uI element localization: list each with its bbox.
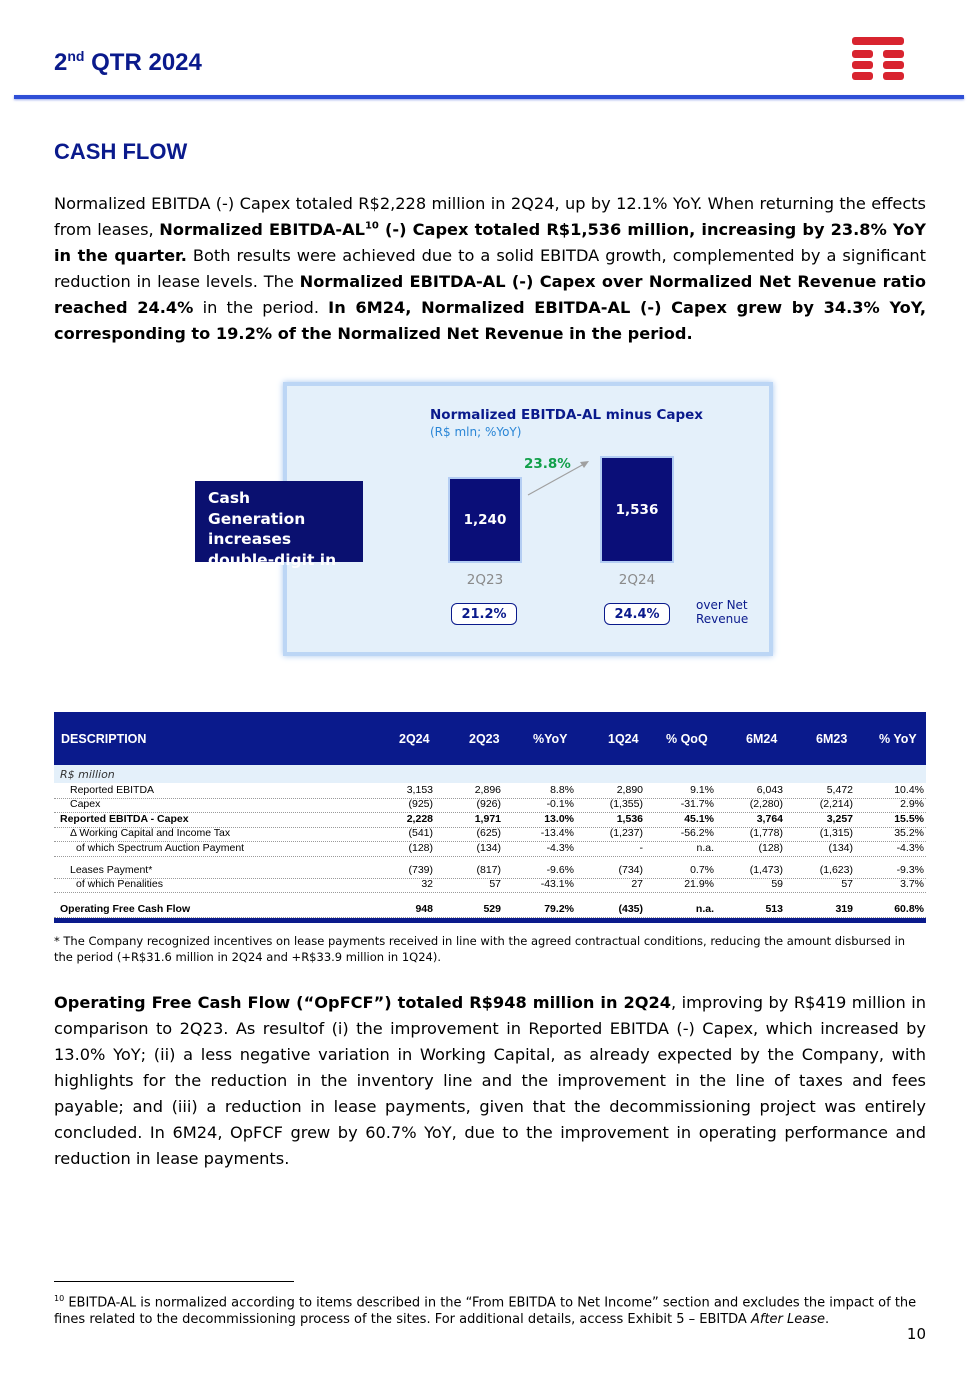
table-cell: 6,043 bbox=[756, 784, 783, 796]
table-cell: 513 bbox=[765, 903, 783, 915]
growth-arrow-icon bbox=[524, 458, 594, 498]
table-cell: (739) bbox=[408, 864, 433, 876]
table-cell: -0.1% bbox=[546, 798, 574, 810]
table-cell: 948 bbox=[415, 903, 433, 915]
ratio-note: over Net Revenue bbox=[696, 598, 749, 626]
table-cell: 3,153 bbox=[406, 784, 433, 796]
col-header-description: DESCRIPTION bbox=[61, 732, 147, 746]
row-label: of which Penalities bbox=[76, 878, 163, 890]
table-cell: (435) bbox=[618, 903, 643, 915]
table-row bbox=[54, 813, 926, 828]
table-row bbox=[54, 903, 926, 918]
table-cell: 529 bbox=[483, 903, 501, 915]
row-label: Operating Free Cash Flow bbox=[60, 903, 191, 915]
col-header-2q23: 2Q23 bbox=[469, 732, 500, 746]
row-label: Leases Payment* bbox=[70, 864, 153, 876]
table-cell: 21.9% bbox=[684, 878, 714, 890]
footnote-divider bbox=[54, 1281, 294, 1282]
page-header-title: 2nd QTR 2024 bbox=[54, 48, 202, 76]
col-header-6m23: 6M23 bbox=[816, 732, 848, 746]
table-bottom-rule bbox=[54, 918, 926, 923]
table-cell: 79.2% bbox=[544, 903, 574, 915]
col-header-yoy: %YoY bbox=[533, 732, 568, 746]
ratio-pill-2q24: 24.4% bbox=[604, 603, 670, 625]
table-cell: (625) bbox=[476, 827, 501, 839]
table-cell: 45.1% bbox=[684, 813, 714, 825]
table-row bbox=[54, 798, 926, 813]
table-cell: 0.7% bbox=[690, 864, 714, 876]
table-cell: -4.3% bbox=[896, 842, 924, 854]
table-cell: (1,623) bbox=[819, 864, 853, 876]
table-cell: -13.4% bbox=[540, 827, 574, 839]
table-cell: n.a. bbox=[695, 903, 714, 915]
section-title: CASH FLOW bbox=[54, 139, 188, 164]
ratio-pill-2q23: 21.2% bbox=[451, 603, 517, 625]
table-cell: 8.8% bbox=[550, 784, 574, 796]
table-cell: (926) bbox=[476, 798, 501, 810]
row-label: of which Spectrum Auction Payment bbox=[76, 842, 245, 854]
table-cell: 35.2% bbox=[894, 827, 924, 839]
table-cell: 9.1% bbox=[690, 784, 714, 796]
row-label: Capex bbox=[70, 798, 101, 810]
row-label: Reported EBITDA - Capex bbox=[60, 813, 189, 825]
footnote: $^{10}$ EBITDA-AL is normalized according to items described in the “From EBITDA to Net Income” section and excludes the impact of the fines related to the decommissioning process of the sites. For additional details, access Exhibit 5 – EBITDA After Lease. bbox=[54, 1294, 917, 1328]
table-cell: (541) bbox=[408, 827, 433, 839]
table-cell: 1,536 bbox=[616, 813, 643, 825]
table-unit-row: R$ million bbox=[54, 765, 926, 783]
chart-callout: Cash Generation increases double-digit in 2Q24 bbox=[195, 481, 363, 562]
table-cell: (134) bbox=[828, 842, 853, 854]
table-cell: (134) bbox=[476, 842, 501, 854]
table-cell: (2,280) bbox=[749, 798, 783, 810]
col-header-1q24: 1Q24 bbox=[608, 732, 639, 746]
table-cell: 59 bbox=[771, 878, 783, 890]
table-cell: 2.9% bbox=[900, 798, 924, 810]
table-cell: 15.5% bbox=[894, 813, 924, 825]
table-row bbox=[54, 842, 926, 857]
company-logo-icon bbox=[852, 37, 904, 81]
table-cell: (2,214) bbox=[819, 798, 853, 810]
table-cell: -31.7% bbox=[680, 798, 714, 810]
table-cell: 319 bbox=[835, 903, 853, 915]
table-cell: 2,890 bbox=[616, 784, 643, 796]
col-header-6m24: 6M24 bbox=[746, 732, 778, 746]
table-cell: (925) bbox=[408, 798, 433, 810]
table-cell: -43.1% bbox=[540, 878, 574, 890]
table-row bbox=[54, 864, 926, 879]
table-cell: 60.8% bbox=[894, 903, 924, 915]
table-cell: (817) bbox=[476, 864, 501, 876]
bar-label-2q24: 1,536 bbox=[615, 501, 659, 518]
growth-label: 23.8% bbox=[524, 456, 571, 472]
table-cell: 3,764 bbox=[756, 813, 783, 825]
table-cell: (128) bbox=[758, 842, 783, 854]
table-cell: 57 bbox=[841, 878, 853, 890]
header-divider bbox=[14, 95, 964, 99]
category-label-2q24: 2Q24 bbox=[618, 572, 656, 588]
row-label: Δ Working Capital and Income Tax bbox=[70, 827, 231, 839]
table-cell: (1,237) bbox=[609, 827, 643, 839]
table-cell: n.a. bbox=[696, 842, 714, 854]
row-label: Reported EBITDA bbox=[70, 784, 155, 796]
opfcf-paragraph: Operating Free Cash Flow (“OpFCF”) totaled R$948 million in 2Q24, improving by R$419 million in comparison to 2Q23. As resultof (i) the improvement in Reported EBITDA (-) Capex, which increased by 13.0% YoY; (ii) a less negative variation in Working Capital, as already expected by the Company, with highlights for the reduction in the inventory line and the improvement in the line of taxes and fees payable; and (iii) a reduction in lease payments, given that the decommissioning project was entirely concluded. In 6M24, OpFCF grew by 60.7% YoY, due to the improvement in operating performance and reduction in lease payments. bbox=[54, 993, 926, 1168]
table-cell: 3,257 bbox=[826, 813, 853, 825]
table-note: * The Company recognized incentives on lease payments received in line with the agreed contractual conditions, reducing the amount disbursed in the period (+R$31.6 million in 2Q24 and +R$33.9 million in 1Q24). bbox=[54, 934, 906, 964]
table-cell: 2,896 bbox=[474, 784, 501, 796]
table-cell: 32 bbox=[421, 878, 433, 890]
page-number: 10 bbox=[906, 1325, 926, 1343]
table-cell: (1,778) bbox=[749, 827, 783, 839]
col-header-2q24: 2Q24 bbox=[399, 732, 430, 746]
table-header bbox=[54, 712, 926, 765]
table-cell: 2,228 bbox=[406, 813, 433, 825]
category-label-2q23: 2Q23 bbox=[466, 572, 504, 588]
table-cell: (1,473) bbox=[749, 864, 783, 876]
table-cell: 27 bbox=[631, 878, 643, 890]
table-cell: 10.4% bbox=[894, 784, 924, 796]
table-cell: 13.0% bbox=[544, 813, 574, 825]
col-header-qoq: % QoQ bbox=[666, 732, 708, 746]
table-row bbox=[54, 827, 926, 842]
table-cell: -9.6% bbox=[546, 864, 574, 876]
table-cell: - bbox=[639, 842, 643, 854]
table-cell: -56.2% bbox=[680, 827, 714, 839]
table-cell: 1,971 bbox=[474, 813, 501, 825]
table-cell: 5,472 bbox=[826, 784, 853, 796]
table-cell: (1,355) bbox=[609, 798, 643, 810]
table-cell: (128) bbox=[408, 842, 433, 854]
col-header-6m-yoy: % YoY bbox=[879, 732, 917, 746]
table-row bbox=[54, 784, 926, 799]
table-cell: -9.3% bbox=[896, 864, 924, 876]
bar-label-2q23: 1,240 bbox=[463, 512, 507, 528]
chart-subtitle: (R$ mln; %YoY) bbox=[430, 425, 522, 439]
table-cell: 3.7% bbox=[900, 878, 924, 890]
chart-title: Normalized EBITDA-AL minus Capex bbox=[430, 407, 703, 423]
table-cell: (734) bbox=[618, 864, 643, 876]
cash-flow-paragraph: Normalized EBITDA (-) Capex totaled R$2,228 million in 2Q24, up by 12.1% YoY. When returning the effects from leases, Normalized EBITDA-AL$^{10}$ (-) Capex totaled R$1,536 million, increasing by 23.8% YoY in the quarter. Both results were achieved due to a solid EBITDA growth, complemented by a significant reduction in lease levels. The Normalized EBITDA-AL (-) Capex over Normalized Net Revenue ratio reached 24.4% in the period. In 6M24, Normalized EBITDA-AL (-) Capex grew by 34.3% YoY, corresponding to 19.2% of the Normalized Net Revenue in the period. bbox=[54, 194, 926, 343]
table-cell: (1,315) bbox=[819, 827, 853, 839]
bar-2q23 bbox=[448, 477, 522, 563]
bar-2q24 bbox=[600, 456, 674, 563]
table-cell: -4.3% bbox=[546, 842, 574, 854]
table-row bbox=[54, 878, 926, 893]
table-cell: 57 bbox=[489, 878, 501, 890]
